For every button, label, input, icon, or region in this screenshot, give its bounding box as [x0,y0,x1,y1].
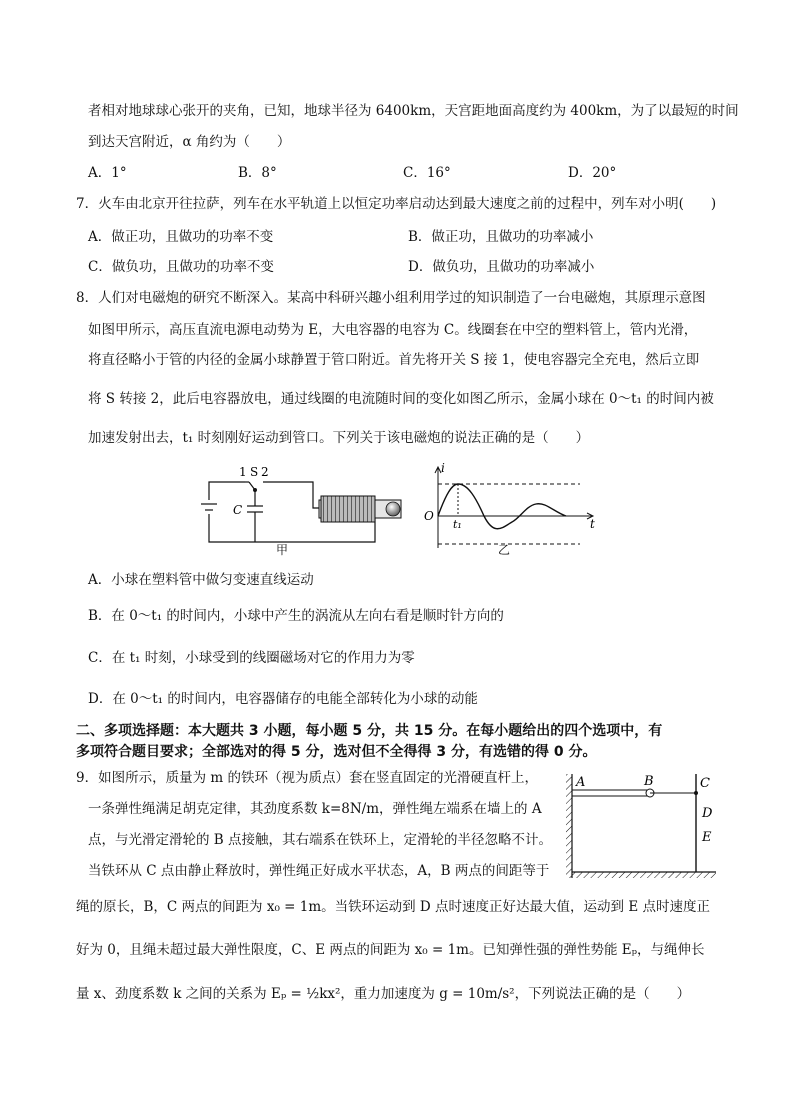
q8-option-b[interactable]: B．在 0～t₁ 的时间内，小球中产生的涡流从左向右看是顺时针方向的 [88,608,504,624]
q9-label-e: E [702,830,712,845]
figure-yi-caption: 乙 [498,543,511,557]
q8-line-4: 将 S 转接 2，此后电容器放电，通过线圈的电流随时间的变化如图乙所示，金属小球在 0～t₁ 的时间内被 [88,391,714,407]
q6-line-1: 者相对地球球心张开的夹角，已知，地球半径为 6400km，天宫距地面高度约为 400km，为了以最短的时间 [88,103,739,119]
capacitor-label: C [233,503,243,517]
q8-line-5: 加速发射出去，t₁ 时刻刚好运动到管口。下列关于该电磁炮的说法正确的是（ ） [88,430,590,446]
switch-2-label: 2 [261,465,269,479]
graph-t1-label: t₁ [453,518,462,531]
q8-option-d[interactable]: D．在 0～t₁ 的时间内，电容器储存的电能全部转化为小球的动能 [88,691,478,707]
q9-label-c: C [700,776,710,791]
q6-option-b[interactable]: B．8° [238,165,277,181]
graph-i-label: i [441,462,445,475]
q9-label-d: D [702,806,713,821]
graph-o-label: O [424,509,434,523]
q7-option-d[interactable]: D．做负功，且做功的功率减小 [408,259,595,275]
q8-line-2: 如图甲所示，高压直流电源电动势为 E，大电容器的电容为 C。线圈套在中空的塑料管上，管内光滑， [88,322,698,338]
q8-line-3: 将直径略小于管的内径的金属小球静置于管口附近。首先将开关 S 接 1，使电容器完全充电，然后立即 [88,352,700,368]
q9-line-7: 量 x、劲度系数 k 之间的关系为 Eₚ = ½kx²，重力加速度为 g = 10m/s²，下列说法正确的是（ ） [76,986,691,1002]
figure-jia-caption: 甲 [276,543,289,557]
q9-line-4: 当铁环从 C 点由静止释放时，弹性绳正好成水平状态，A，B 两点的间距等于 [88,863,550,879]
q7-stem: 7．火车由北京开往拉萨，列车在水平轨道上以恒定功率启动达到最大速度之前的过程中，列车对小明( ) [76,196,717,212]
q6-line-2: 到达天宫附近，α 角约为（ ） [88,134,291,150]
q7-option-c[interactable]: C．做负功，且做功的功率不变 [88,259,274,275]
q7-option-b[interactable]: B．做正功，且做功的功率减小 [408,229,594,245]
q9-label-b: B [644,774,654,789]
graph-t-label: t [590,517,595,531]
q6-option-d[interactable]: D．20° [568,165,617,181]
q7-option-a[interactable]: A．做正功，且做功的功率不变 [88,229,274,245]
q9-line-6: 好为 0，且绳未超过最大弹性限度，C、E 两点的间距为 x₀ = 1m。已知弹性强的弹性势能 Eₚ，与绳伸长 [76,942,705,958]
q9-line-3: 点，与光滑定滑轮的 B 点接触，其右端系在铁环上，定滑轮的半径忽略不计。 [88,832,553,848]
section-2-heading-line-1: 二、多项选择题：本大题共 3 小题，每小题 5 分，共 15 分。在每小题给出的四个选项中，有 [76,723,663,739]
q6-option-c[interactable]: C．16° [403,165,451,181]
q8-line-1: 8．人们对电磁炮的研究不断深入。某高中科研兴趣小组利用学过的知识制造了一台电磁炮，其原理示意图 [76,290,706,306]
section-2-heading-line-2: 多项符合题目要求；全部选对的得 5 分，选对但不全得得 3 分，有选错的得 0 分。 [76,744,597,760]
q9-line-1: 9．如图所示，质量为 m 的铁环（视为质点）套在竖直固定的光滑硬直杆上， [76,770,538,786]
q9-line-5: 绳的原长，B，C 两点的间距为 x₀ = 1m。当铁环运动到 D 点时速度正好达最大值，运动到 E 点时速度正 [76,899,710,915]
q9-figure [564,770,724,882]
q9-line-2: 一条弹性绳满足胡克定律，其劲度系数 k=8N/m，弹性绳左端系在墙上的 A [88,801,542,817]
switch-s-label: S [250,465,259,479]
q6-option-a[interactable]: A．1° [88,165,127,181]
figure-jia-circuit [195,462,410,562]
q9-label-a: A [576,775,586,790]
q8-option-c[interactable]: C．在 t₁ 时刻，小球受到的线圈磁场对它的作用力为零 [88,650,415,666]
q8-option-a[interactable]: A．小球在塑料管中做匀变速直线运动 [88,572,314,588]
switch-1-label: 1 [239,465,247,479]
